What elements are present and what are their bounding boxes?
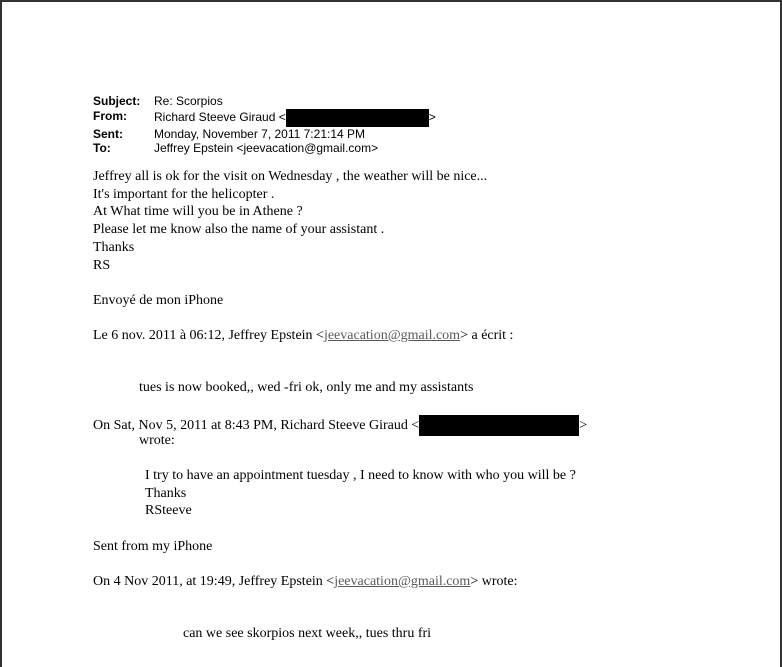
quote2-signature: Sent from my iPhone [93, 539, 213, 554]
message-line: RS [93, 257, 111, 273]
subject-value: Re: Scorpios [154, 94, 223, 108]
message-signature: Envoyé de mon iPhone [93, 293, 224, 308]
message-line: Thanks [93, 239, 135, 255]
quote3-text: can we see skorpios next week,, tues thru fri [183, 626, 432, 641]
from-label: From: [93, 108, 127, 123]
to-value: Jeffrey Epstein <jeevacation@gmail.com> [154, 141, 379, 155]
quote2-line: Thanks [145, 486, 187, 501]
from-row [93, 109, 436, 127]
quote1-text: tues is now booked,, wed -fri ok, only me and my assistants [139, 380, 474, 395]
quote2-suffix: > [579, 417, 588, 433]
from-value [154, 109, 436, 127]
redaction-bar [419, 415, 579, 436]
message-line: Please let me know also the name of your assistant . [93, 222, 385, 238]
sent-row [93, 127, 436, 142]
quote1-prefix: Le 6 nov. 2011 à 06:12, Jeffrey Epstein < [93, 328, 324, 343]
quote2-line: I try to have an appointment tuesday , I need to know with who you will be ? [145, 468, 576, 483]
subject-row [93, 94, 436, 109]
quote1-header [93, 327, 513, 345]
email-header [93, 94, 436, 156]
sent-value: Monday, November 7, 2011 7:21:14 PM [154, 126, 366, 141]
redaction-bar [286, 109, 429, 127]
sent-label: Sent: [93, 126, 123, 141]
quote3-email-link[interactable]: jeevacation@gmail.com [334, 574, 471, 589]
message-line: Jeffrey all is ok for the visit on Wednesday , the weather will be nice... [93, 169, 488, 184]
quote2-prefix: On Sat, Nov 5, 2011 at 8:43 PM, Richard Steeve Giraud < [93, 417, 420, 433]
quote1-email-link[interactable]: jeevacation@gmail.com [323, 328, 461, 343]
quote3-header [93, 573, 518, 591]
message-line: It's important for the helicopter . [93, 186, 275, 202]
quote3-prefix: On 4 Nov 2011, at 19:49, Jeffrey Epstein < [93, 574, 335, 589]
message-line: At What time will you be in Athene ? [93, 204, 303, 220]
quote1-suffix: > a écrit : [460, 328, 514, 343]
quote2-line: RSteeve [145, 503, 192, 518]
from-suffix: > [428, 110, 436, 125]
from-name: Richard Steeve Giraud < [154, 110, 286, 125]
to-row [93, 141, 436, 156]
quote3-suffix: > wrote: [470, 574, 518, 589]
to-label: To: [93, 141, 111, 155]
message-body [93, 168, 487, 274]
quote2-wrote: wrote: [139, 433, 175, 448]
subject-label: Subject: [93, 94, 141, 108]
